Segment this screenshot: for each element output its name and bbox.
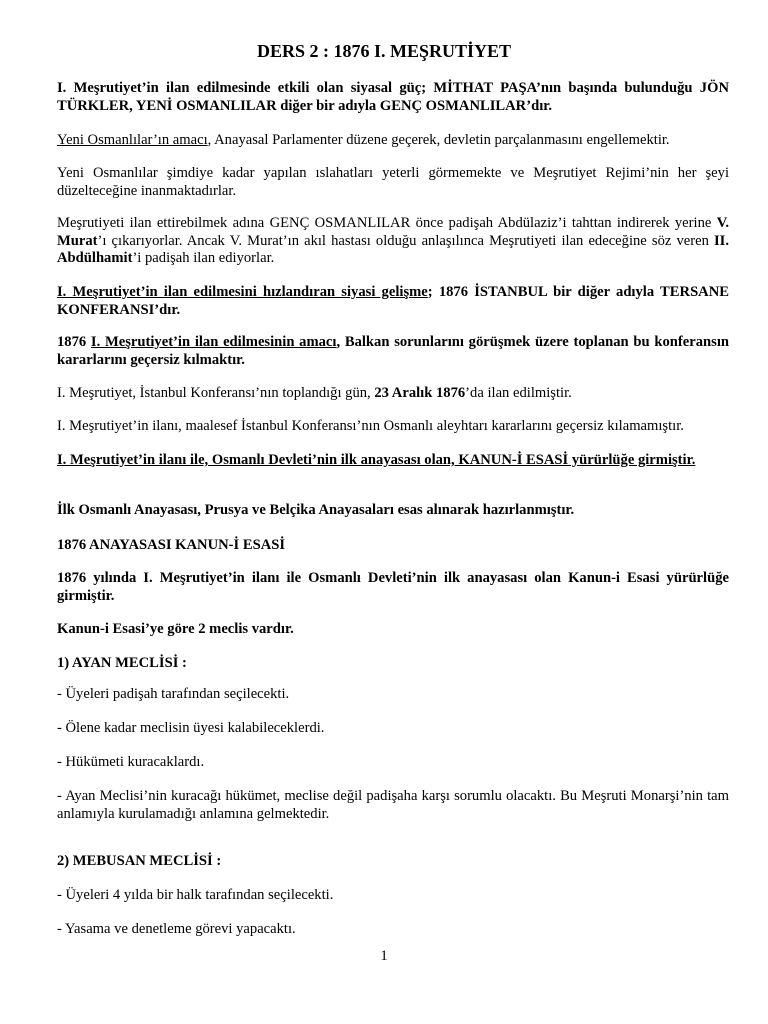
paragraph-reforms: Yeni Osmanlılar şimdiye kadar yapılan ıslahatları yeterli görmemekte ve Meşrutiyet Rejimi’nin her şeyi düzelteceğine inanmaktadırlar.	[57, 165, 729, 199]
list-item: - Hükümeti kuracaklardı.	[57, 754, 205, 770]
list-item: - Üyeleri padişah tarafından seçilecekti.	[57, 686, 290, 702]
aim-label: Yeni Osmanlılar’ın amacı	[57, 132, 208, 148]
paragraph-failure: I. Meşrutiyet’in ilanı, maalesef İstanbul Konferansı’nın Osmanlı aleyhtarı kararlarını geçersiz kılamamıştır.	[57, 418, 684, 434]
paragraph-date: I. Meşrutiyet, İstanbul Konferansı’nın toplandığı gün, 23 Aralık 1876’da ilan edilmiştir.	[57, 385, 572, 401]
paragraph-purpose: 1876 I. Meşrutiyet’in ilan edilmesinin amacı, Balkan sorunlarını görüşmek üzere toplanan bu konferansın kararlarını geçersiz kılmaktır.	[57, 334, 729, 368]
heading-ayan-meclisi: 1) AYAN MECLİSİ :	[57, 655, 187, 671]
paragraph-succession: Meşrutiyeti ilan ettirebilmek adına GENÇ OSMANLILAR önce padişah Abdülaziz’i tahttan indirerek yerine V. Murat’ı çıkarıyorlar. Ancak V. Murat’ın akıl hastası olduğu anlaşılınca Meşrutiyeti ilan edeceğine söz veren II. Abdülhamit’i padişah ilan ediyorlar.	[57, 215, 729, 267]
paragraph-conference: I. Meşrutiyet’in ilan edilmesini hızlandıran siyasi gelişme; 1876 İSTANBUL bir diğer adıyla TERSANE KONFERANSI’dır.	[57, 284, 729, 318]
purpose-label: I. Meşrutiyet’in ilan edilmesinin amacı	[90, 334, 337, 350]
list-item: - Üyeleri 4 yılda bir halk tarafından seçilecekti.	[57, 887, 334, 903]
paragraph-political-force: I. Meşrutiyet’in ilan edilmesinde etkili olan siyasal güç; MİTHAT PAŞA’nın başında bulunduğu JÖN TÜRKLER, YENİ OSMANLILAR diğer bir adıyla GENÇ OSMANLILAR’dır.	[57, 80, 729, 114]
paragraph-two-chambers: Kanun-i Esasi’ye göre 2 meclis vardır.	[57, 621, 294, 637]
name-ii-abdulhamit: II. Abdülhamit	[57, 232, 729, 267]
paragraph-1876: 1876 yılında I. Meşrutiyet’in ilanı ile Osmanlı Devleti’nin ilk anayasası olan Kanun-i Esasi yürürlüğe girmiştir.	[57, 570, 729, 604]
name-v-murat: V. Murat	[57, 215, 729, 249]
heading-mebusan-meclisi: 2) MEBUSAN MECLİSİ :	[57, 853, 222, 869]
list-item: - Yasama ve denetleme görevi yapacaktı.	[57, 921, 296, 937]
list-item: - Ayan Meclisi’nin kuracağı hükümet, meclise değil padişaha karşı sorumlu olacaktı. Bu Meşruti Monarşi’nin tam anlamıyla kurulamadığı anlamına gelmektedir.	[57, 788, 729, 822]
section-heading-constitution: 1876 ANAYASASI KANUN-İ ESASİ	[57, 537, 286, 553]
list-item: - Ölene kadar meclisin üyesi kalabileceklerdi.	[57, 720, 325, 736]
paragraph-kanun-i-esasi: I. Meşrutiyet’in ilanı ile, Osmanlı Devleti’nin ilk anayasası olan, KANUN-İ ESASİ yürürlüğe girmiştir.	[57, 452, 696, 468]
conference-label: I. Meşrutiyet’in ilan edilmesini hızlandıran siyasi gelişme	[57, 284, 428, 300]
page-number: 1	[380, 948, 388, 964]
page-title: DERS 2 : 1876 I. MEŞRUTİYET	[256, 41, 512, 61]
aim-text: , Anayasal Parlamenter düzene geçerek, devletin parçalanmasını engellemektir.	[207, 132, 670, 148]
paragraph-first-constitution: İlk Osmanlı Anayasası, Prusya ve Belçika Anayasaları esas alınarak hazırlanmıştır.	[57, 502, 575, 518]
date-value: 23 Aralık 1876	[374, 385, 466, 401]
paragraph-aim	[57, 132, 729, 150]
